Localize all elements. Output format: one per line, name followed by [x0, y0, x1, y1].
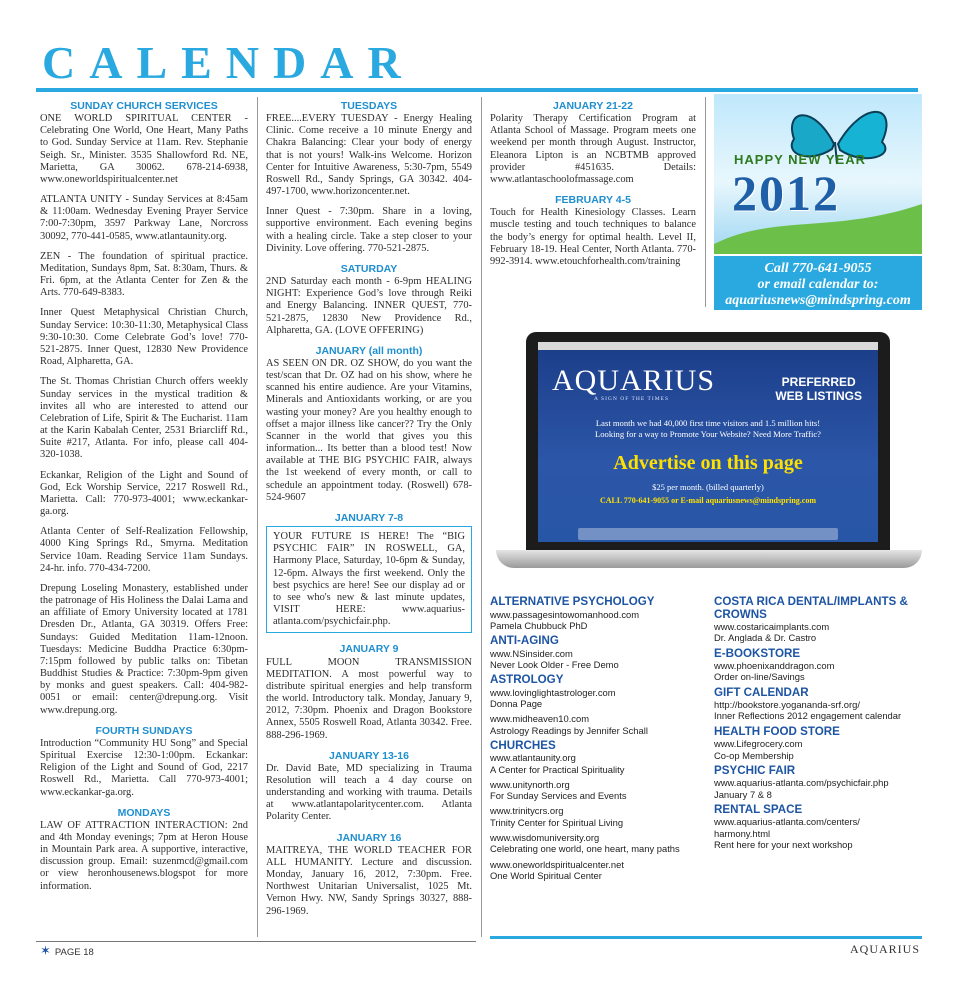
listing-text: AS SEEN ON DR. OZ SHOW, do you want the test/scan that Dr. OZ had on his show, where he scanned his entire audience. Are your Vitamins, Minerals and Antioxidants working, or are you wasting your money? Are you healthy enough to offset a major illness like cancer?? Try the Only Scanner in the world that gives you this information... Its better than a blood test! Now available at THE BIG PSYCHIC FAIR, always the 1st weekend of every month, or call to schedule an appointment today. (Roswell) 678-524-9607	[266, 357, 472, 503]
directory-right	[714, 592, 924, 850]
listing-text: FULL MOON TRANSMISSION MEDITATION. A most powerful way to distribute spiritual energies and help transform the world. Introductory talk. Monday, January 9, 2012, 7:30pm. Phoenix and Dragon Bookstore Annex, 5505 Roswell Road, Atlanta 30342. Free. 888-296-1969.	[266, 656, 472, 741]
aquarius-logo: AQUARIUS	[552, 364, 716, 397]
listing-text: ATLANTA UNITY - Sunday Services at 8:45am & 11:00am. Wednesday Evening Prayer Service 7:00-7:30pm, 3597 Parkway Lane, Norcross 30092, 770-441-0585, www.atlantaunity.org.	[40, 194, 248, 242]
directory-entry: Inner Reflections 2012 engagement calendar	[714, 710, 902, 722]
section-heading: JANUARY 7-8	[334, 512, 404, 524]
submit-calendar-box	[714, 256, 922, 310]
directory-entry: Astrology Readings by Jennifer Schall	[490, 724, 648, 736]
directory-entry: harmony.html	[714, 827, 771, 839]
laptop-base	[496, 550, 922, 568]
listing-text: Introduction “Community HU Song” and Special Spiritual Exercise 12:30-1:00pm. Eckankar: Religion of the Light and Sound of God, 2217 Roswell Rd., Marietta. Call 770-973-4001; www.eckankar-ga.org.	[40, 737, 248, 798]
listing-text: The St. Thomas Christian Church offers weekly Sunday services in the mystical tradition & invites all who are interested to attend our Celebration of Life, Spirit & The Eucharist. 11am at the Karin Kabalah Center, 2531 Briarcliff Rd., Suite #217, Atlanta. For info, please call 404-320-1038.	[40, 376, 248, 461]
ad-call[interactable]: CALL 770-641-9055 or E-mail aquariusnews@mindspring.com	[600, 496, 816, 505]
directory-entry: January 7 & 8	[714, 788, 772, 800]
directory-category: ANTI-AGING	[490, 634, 559, 648]
directory-entry: Pamela Chubbuck PhD	[490, 619, 588, 631]
section-heading: FOURTH SUNDAYS	[95, 724, 193, 737]
ad-heading-line2: WEB LISTINGS	[775, 388, 862, 403]
laptop-screen-frame	[526, 332, 890, 550]
page-number	[40, 943, 94, 959]
ad-headline: Advertise on this page	[613, 452, 803, 474]
section-heading: JANUARY 21-22	[553, 100, 633, 112]
listing-text: FREE....EVERY TUESDAY - Energy Healing Clinic. Come receive a 10 minute Energy and Chakra Balancing: Clear your body of energy that is not yours! Walk-ins Welcome. Horizon Center for Intuitive Awareness, 5:30-7pm, 5549 Roswell Rd., Sandy Springs, GA 30342. 404-497-1700, www.horizoncenter.net.	[266, 113, 472, 198]
directory-link[interactable]: www.atlantaunity.org	[490, 752, 576, 764]
listing-text: ONE WORLD SPIRITUAL CENTER - Celebrating One World, One Heart, Many Paths to God. Sunday Service at 11am. Rev. Stephanie Seigh. Sr., Minister. 3535 Shallowford Rd. NE, Marietta, GA 30062. 678-214-6938, www.oneworldspiritualcenter.net	[40, 113, 248, 185]
listing-text: YOUR FUTURE IS HERE! The “BIG PSYCHIC FAIR” IN ROSWELL, GA, Harmony Place, Saturday, 10-6pm & Sunday, 12-6pm. Always the first weekend. Only the best psychics are here! See our display ad or to see who's new & last minute updates, VISIT HERE: www.aquarius-atlanta.com/psychicfair.php.	[273, 531, 465, 628]
directory-link[interactable]: www.lovinglightastrologer.com	[490, 686, 616, 698]
section-heading: SUNDAY CHURCH SERVICES	[70, 100, 218, 112]
ad-body	[538, 418, 878, 440]
directory-link[interactable]: http://bookstore.yogananda-srf.org/	[714, 699, 860, 711]
directory-entry: Dr. Anglada & Dr. Castro	[714, 632, 817, 644]
ad-price: $25 per month. (billed quarterly)	[652, 482, 764, 492]
section-heading: MONDAYS	[117, 806, 171, 819]
section-heading: JANUARY 13-16	[329, 749, 409, 762]
bottom-rule	[490, 936, 922, 939]
directory-category: ASTROLOGY	[490, 673, 564, 687]
callbox-line2: or email calendar to:	[757, 277, 879, 293]
section-heading: JANUARY 16	[336, 831, 402, 844]
directory-entry: Celebrating one world, one heart, many paths	[490, 843, 680, 855]
web-listings-ad	[496, 322, 922, 582]
listing-text: MAITREYA, THE WORLD TEACHER FOR ALL HUMANITY. Lecture and discussion. Monday, January 16, 2012, 7:30pm. Free. Northwest Unitarian Universalist, 1025 Mt. Vernon Hwy. NW, Sandy Springs 30327, 888-296-1969.	[266, 844, 472, 917]
directory-link[interactable]: www.Lifegrocery.com	[714, 738, 803, 750]
column-divider	[481, 97, 482, 937]
section-heading: JANUARY (all month)	[315, 344, 423, 357]
listing-text: Inner Quest - 7:30pm. Share in a loving, supportive environment. Each evening begins with a healing circle. Take a step closer to your Divinity. Love offering. 770-521-2875.	[266, 206, 472, 254]
page-number-text: PAGE 18	[54, 947, 94, 958]
directory-link[interactable]: www.NSinsider.com	[490, 647, 573, 659]
column-divider	[257, 97, 258, 937]
section-heading: FEBRUARY 4-5	[555, 194, 631, 207]
boxed-listing	[266, 526, 472, 633]
directory-link[interactable]: www.aquarius-atlanta.com/centers/	[714, 816, 860, 828]
directory-link[interactable]: www.costaricaimplants.com	[714, 621, 830, 633]
ad-line2: Looking for a way to Promote Your Website? Need More Traffic?	[595, 429, 821, 440]
directory-entry: Never Look Older - Free Demo	[490, 658, 619, 670]
listing-text: ZEN - The foundation of spiritual practice. Meditation, Sundays 8pm, Sat. 8:30am, Thurs. & Fri. 6pm, at the Atlanta Center for Zen & the Arts. 770-649-8383.	[40, 250, 248, 299]
directory-category: ALTERNATIVE PSYCHOLOGY	[490, 595, 655, 608]
directory-entry: Co-op Membership	[714, 749, 794, 761]
directory-entry: Donna Page	[490, 697, 543, 709]
listing-text: Touch for Health Kinesiology Classes. Learn muscle testing and touch techniques to balance the body’s energy for optimal health. Level II, February 18-19. Heal Center, North Atlanta. 770-992-3914. www.etouchforhealth.com/training	[490, 207, 696, 267]
listing-text: 2ND Saturday each month - 6-9pm HEALING NIGHT: Experience God’s love through Reiki and Energy Balancing. INNER QUEST, 770-521-2875, 12830 New Providence Rd., Alpharetta, GA. (LOVE OFFERING)	[266, 276, 472, 336]
listing-text: Dr. David Bate, MD specializing in Trauma Resolution will teach a 4 day course on understanding and working with trauma. Details at www.atlantapolaritycenter.com. Atlanta Polarity Center.	[266, 762, 472, 823]
directory-category: PSYCHIC FAIR	[714, 763, 796, 777]
page-title: CALENDAR	[42, 37, 415, 88]
directory-category: RENTAL SPACE	[714, 802, 803, 816]
ad-line1: Last month we had 40,000 first time visitors and 1.5 million hits!	[595, 418, 821, 428]
directory-category: HEALTH FOOD STORE	[714, 724, 840, 738]
section-heading: JANUARY 9	[339, 643, 399, 656]
section-heading: SATURDAY	[340, 262, 398, 275]
directory-category: COSTA RICA DENTAL/IMPLANTS & CROWNS	[714, 595, 908, 621]
directory-entry: Order on-line/Savings	[714, 671, 805, 683]
ad-heading-line1: PREFERRED	[781, 375, 856, 389]
aquarius-tagline: A SIGN OF THE TIMES	[594, 396, 670, 402]
ad-heading	[775, 376, 862, 404]
directory-left	[490, 592, 704, 881]
laptop-screen	[538, 342, 878, 542]
directory-entry: Trinity Center for Spiritual Living	[490, 816, 624, 828]
directory-link[interactable]: www.oneworldspiritualcenter.net	[490, 858, 624, 870]
footer-brand: AQUARIUS	[849, 942, 920, 956]
listing-text: Atlanta Center of Self-Realization Fellowship, 4000 King Springs Rd., Smyrna. Meditation Service 10am. Reading Service 11am Sundays. 24-hr. info. 770-434-7200.	[40, 526, 248, 574]
callbox-phone: Call 770-641-9055	[764, 261, 872, 276]
column-1	[40, 97, 248, 901]
listing-text: Drepung Loseling Monastery, established under the patronage of His Holiness the Dalai Lama and an affiliate of Emory University located at 1781 Dresden Dr., Atlanta, GA 30319. Offers Free: Sundays: Guided Meditation 11am-12noon. Tuesdays: Medicine Buddha Practice 6:30pm-7:15pm followed by public talks on: Tibetan Buddhist Studies & Practice: 7:30pm-9pm given by monks and guest speakers. Call: 404-982-0051 or email: center@drepung.org. Visit www.drepung.org.	[40, 582, 248, 716]
column-3	[490, 97, 696, 276]
promo-greeting: HAPPY NEW YEAR	[734, 152, 866, 167]
listing-text: LAW OF ATTRACTION INTERACTION: 2nd and 4th Monday evenings; 7pm at Heron House in Mountain Park area. A supportive, interactive, discussion group. Email: suzenmcd@gmail.com or view heronhousenews.blogspot for more information.	[40, 819, 248, 892]
listing-text: Polarity Therapy Certification Program at Atlanta School of Massage. Program meets one weekend per month through August. Instructor, Eleanora Lipton is an NCBTMB approved provider #451635. Details: www.atlantaschoolofmassage.com	[490, 113, 696, 185]
menu-bar	[538, 342, 878, 350]
column-divider	[705, 97, 706, 307]
dock	[578, 528, 838, 540]
directory-entry: A Center for Practical Spirituality	[490, 763, 625, 775]
column-2	[266, 97, 472, 926]
directory-link[interactable]: www.wisdomuniversity.org	[490, 832, 600, 843]
directory-category: CHURCHES	[490, 738, 556, 752]
directory-entry: For Sunday Services and Events	[490, 790, 627, 802]
section-heading: TUESDAYS	[340, 100, 398, 112]
new-year-promo-image	[714, 94, 922, 254]
directory-entry: One World Spiritual Center	[490, 869, 602, 881]
directory-link[interactable]: www.trinitycrs.org	[490, 805, 564, 817]
star-icon: ✶	[40, 943, 51, 958]
directory-link[interactable]: www.midheaven10.com	[490, 713, 590, 725]
listing-text: Inner Quest Metaphysical Christian Church, Sunday Service: 10:30-11:30, Metaphysical Class 9:30-10:30. Come Celebrate God’s love! 770-521-2875. Inner Quest, 12830 New Providence Road, Alpharetta, GA.	[40, 307, 248, 368]
directory-link[interactable]: www.passagesintowomanhood.com	[490, 608, 640, 620]
footer-rule	[36, 941, 476, 942]
directory-entry: Rent here for your next workshop	[714, 838, 853, 850]
directory-category: E-BOOKSTORE	[714, 646, 801, 660]
directory-link[interactable]: www.aquarius-atlanta.com/psychicfair.php	[714, 777, 889, 789]
directory-link[interactable]: www.unitynorth.org	[490, 778, 570, 790]
callbox-email[interactable]: aquariusnews@mindspring.com	[725, 293, 911, 309]
directory-category: GIFT CALENDAR	[714, 685, 809, 699]
top-rule	[36, 88, 918, 92]
listing-text: Eckankar, Religion of the Light and Sound of God, Eck Worship Service, 2217 Roswell Rd., Marietta. Call: 770-973-4001; www.eckankar-ga.org.	[40, 469, 248, 518]
directory-link[interactable]: www.phoenixanddragon.com	[714, 660, 835, 672]
promo-year: 2012	[732, 165, 840, 221]
